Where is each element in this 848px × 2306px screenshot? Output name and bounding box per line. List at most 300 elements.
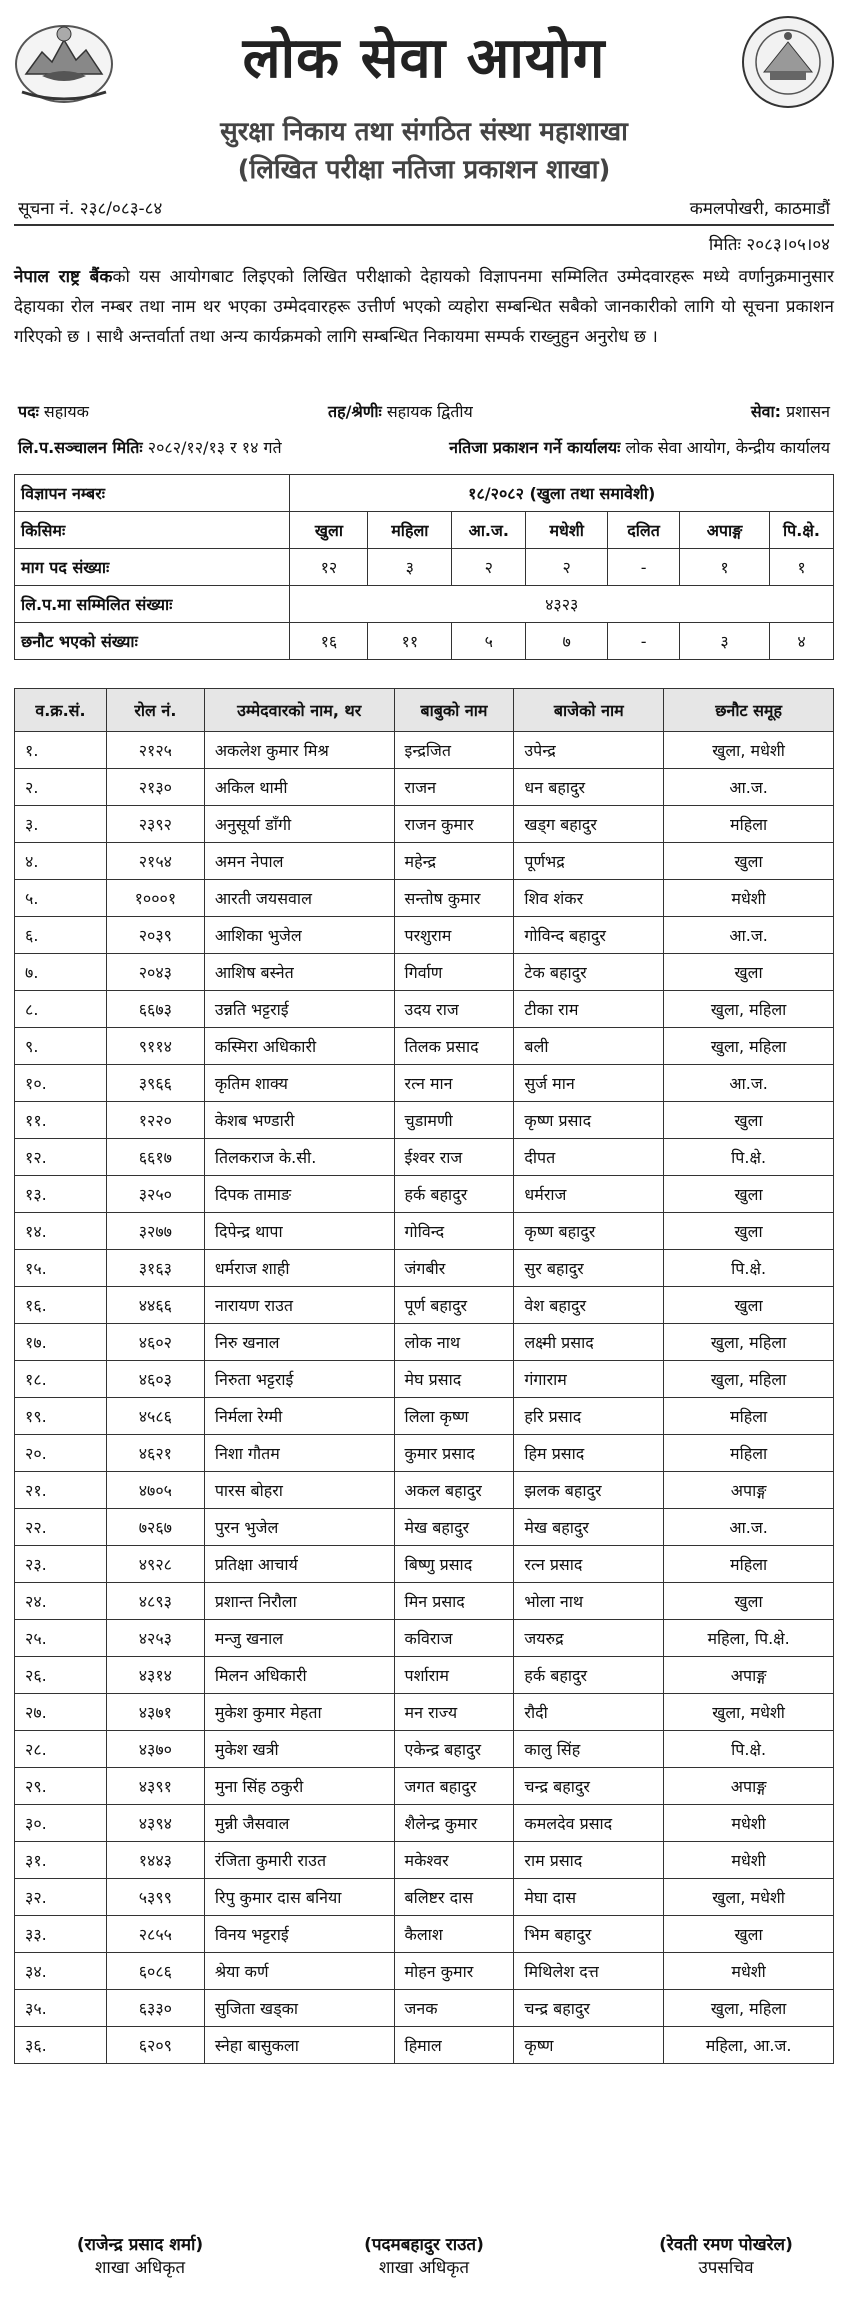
type-cell: अपाङ्ग xyxy=(680,512,770,549)
table-cell: हर्क बहादुर xyxy=(514,1657,664,1694)
table-row xyxy=(15,2027,834,2064)
table-cell: महिला xyxy=(664,1546,834,1583)
table-cell: ८. xyxy=(15,991,107,1028)
table-cell: मुकेश खत्री xyxy=(204,1731,394,1768)
table-row xyxy=(15,1324,834,1361)
type-cell: मधेशी xyxy=(526,512,608,549)
table-cell: राजन कुमार xyxy=(394,806,514,843)
table-row xyxy=(15,1028,834,1065)
table-cell: ५. xyxy=(15,880,107,917)
table-cell: निरु खनाल xyxy=(204,1324,394,1361)
column-header: रोल नं. xyxy=(106,689,204,732)
table-cell: १८. xyxy=(15,1361,107,1398)
table-cell: ४३९१ xyxy=(106,1768,204,1805)
demand-cell: २ xyxy=(526,549,608,586)
table-cell: कृष्ण xyxy=(514,2027,664,2064)
table-cell: बली xyxy=(514,1028,664,1065)
table-row xyxy=(15,1213,834,1250)
table-cell: २२. xyxy=(15,1509,107,1546)
table-row xyxy=(15,1472,834,1509)
table-cell: महिला, पि.क्षे. xyxy=(664,1620,834,1657)
table-row xyxy=(15,732,834,769)
selected-cell: ११ xyxy=(368,623,452,660)
table-cell: आशिका भुजेल xyxy=(204,917,394,954)
table-cell: महिला xyxy=(664,806,834,843)
table-row xyxy=(15,1250,834,1287)
table-cell: २०४३ xyxy=(106,954,204,991)
appeared-label: लि.प.मा सम्मिलित संख्याः xyxy=(15,586,290,623)
selected-cell: ५ xyxy=(452,623,526,660)
table-cell: अनुसूर्या डाँगी xyxy=(204,806,394,843)
table-cell: प्रशान्त निरौला xyxy=(204,1583,394,1620)
table-cell: नारायण राउत xyxy=(204,1287,394,1324)
table-cell: निरुता भट्टराई xyxy=(204,1361,394,1398)
table-cell: अमन नेपाल xyxy=(204,843,394,880)
type-row xyxy=(15,512,834,549)
table-cell: ४२५३ xyxy=(106,1620,204,1657)
table-cell: २८. xyxy=(15,1731,107,1768)
table-cell: मुकेश कुमार मेहता xyxy=(204,1694,394,1731)
table-cell: ५३९९ xyxy=(106,1879,204,1916)
table-cell: कैलाश xyxy=(394,1916,514,1953)
table-cell: उदय राज xyxy=(394,991,514,1028)
type-cell: खुला xyxy=(290,512,368,549)
table-cell: अपाङ्ग xyxy=(664,1768,834,1805)
selected-label: छनौट भएको संख्याः xyxy=(15,623,290,660)
table-cell: जयरुद्र xyxy=(514,1620,664,1657)
table-cell: अकल बहादुर xyxy=(394,1472,514,1509)
table-cell: २१३० xyxy=(106,769,204,806)
signature-block xyxy=(616,2232,836,2278)
table-cell: धन बहादुर xyxy=(514,769,664,806)
table-cell: २६. xyxy=(15,1657,107,1694)
post-field: पदः सहायक xyxy=(18,402,89,421)
table-cell: ४९२८ xyxy=(106,1546,204,1583)
table-row xyxy=(15,1657,834,1694)
column-header: बाबुको नाम xyxy=(394,689,514,732)
table-cell: कालु सिंह xyxy=(514,1731,664,1768)
table-row xyxy=(15,880,834,917)
table-cell: ३१. xyxy=(15,1842,107,1879)
demand-cell: ३ xyxy=(368,549,452,586)
notice-header xyxy=(0,0,848,190)
table-cell: धर्मराज शाही xyxy=(204,1250,394,1287)
table-cell: तिलक प्रसाद xyxy=(394,1028,514,1065)
table-row xyxy=(15,1139,834,1176)
table-cell: चुडामणी xyxy=(394,1102,514,1139)
table-cell: २५. xyxy=(15,1620,107,1657)
notice-number: सूचना नं. २३८/०८३-८४ xyxy=(18,199,163,219)
table-cell: कुमार प्रसाद xyxy=(394,1435,514,1472)
table-cell: ३४. xyxy=(15,1953,107,1990)
table-cell: ४६०२ xyxy=(106,1324,204,1361)
table-cell: शैलेन्द्र कुमार xyxy=(394,1805,514,1842)
column-header: छनौट समूह xyxy=(664,689,834,732)
table-cell: रिपु कुमार दास बनिया xyxy=(204,1879,394,1916)
table-cell: ६३३० xyxy=(106,1990,204,2027)
intro-paragraph xyxy=(14,262,834,352)
appeared-value: ४३२३ xyxy=(290,586,834,623)
table-cell: १४. xyxy=(15,1213,107,1250)
results-body xyxy=(15,732,834,2064)
table-cell: १०००१ xyxy=(106,880,204,917)
table-cell: मधेशी xyxy=(664,1805,834,1842)
table-cell: मधेशी xyxy=(664,1842,834,1879)
table-cell: १२२० xyxy=(106,1102,204,1139)
table-cell: ३१६३ xyxy=(106,1250,204,1287)
appeared-row xyxy=(15,586,834,623)
table-cell: १५. xyxy=(15,1250,107,1287)
table-row xyxy=(15,1620,834,1657)
table-cell: मिथिलेश दत्त xyxy=(514,1953,664,1990)
table-cell: ३२. xyxy=(15,1879,107,1916)
demand-label: माग पद संख्याः xyxy=(15,549,290,586)
level-field: तह/श्रेणीः सहायक द्वितीय xyxy=(328,402,473,421)
table-cell: खुला, मधेशी xyxy=(664,732,834,769)
office-field: नतिजा प्रकाशन गर्ने कार्यालयः लोक सेवा आयोग, केन्द्रीय कार्यालय xyxy=(449,438,830,457)
table-cell: ४३७१ xyxy=(106,1694,204,1731)
table-cell: ४६२१ xyxy=(106,1435,204,1472)
signatory-name: (रेवती रमण पोखरेल) xyxy=(659,2235,793,2255)
table-cell: ३५. xyxy=(15,1990,107,2027)
table-cell: अकलेश कुमार मिश्र xyxy=(204,732,394,769)
table-row xyxy=(15,1879,834,1916)
type-cell: आ.ज. xyxy=(452,512,526,549)
table-cell: ६६७३ xyxy=(106,991,204,1028)
table-cell: लक्ष्मी प्रसाद xyxy=(514,1324,664,1361)
demand-cell: १ xyxy=(680,549,770,586)
table-row xyxy=(15,1953,834,1990)
table-cell: मोहन कुमार xyxy=(394,1953,514,1990)
table-cell: १०. xyxy=(15,1065,107,1102)
demand-cell: २ xyxy=(452,549,526,586)
notice-date: मितिः २०८३।०५।०४ xyxy=(708,235,830,255)
org-name: नेपाल राष्ट्र बैंक xyxy=(14,267,113,287)
table-cell: मेघ प्रसाद xyxy=(394,1361,514,1398)
table-cell: ९. xyxy=(15,1028,107,1065)
ad-number-row xyxy=(15,475,834,512)
table-cell: ३९६६ xyxy=(106,1065,204,1102)
table-cell: ६२०९ xyxy=(106,2027,204,2064)
selected-cell: १६ xyxy=(290,623,368,660)
table-cell: ३६. xyxy=(15,2027,107,2064)
selected-cell: - xyxy=(608,623,680,660)
table-cell: निशा गौतम xyxy=(204,1435,394,1472)
table-cell: आ.ज. xyxy=(664,917,834,954)
table-cell: रंजिता कुमारी राउत xyxy=(204,1842,394,1879)
table-cell: ९११४ xyxy=(106,1028,204,1065)
table-cell: ४७०५ xyxy=(106,1472,204,1509)
table-cell: रौदी xyxy=(514,1694,664,1731)
table-cell: कमलदेव प्रसाद xyxy=(514,1805,664,1842)
table-row xyxy=(15,1398,834,1435)
table-cell: ७. xyxy=(15,954,107,991)
table-cell: २१५४ xyxy=(106,843,204,880)
table-cell: मुन्नी जैसवाल xyxy=(204,1805,394,1842)
table-cell: खुला, मधेशी xyxy=(664,1879,834,1916)
table-cell: ४३७० xyxy=(106,1731,204,1768)
column-header: व.क्र.सं. xyxy=(15,689,107,732)
table-cell: खुला xyxy=(664,1176,834,1213)
table-cell: विनय भट्टराई xyxy=(204,1916,394,1953)
table-cell: कस्मिरा अधिकारी xyxy=(204,1028,394,1065)
type-cell: महिला xyxy=(368,512,452,549)
table-cell: अपाङ्ग xyxy=(664,1472,834,1509)
table-cell: २३९२ xyxy=(106,806,204,843)
selected-cell: ७ xyxy=(526,623,608,660)
signatory-title: उपसचिव xyxy=(698,2258,754,2278)
table-cell: २१२५ xyxy=(106,732,204,769)
table-cell: आरती जयसवाल xyxy=(204,880,394,917)
table-cell: जंगबीर xyxy=(394,1250,514,1287)
table-cell: खुला, महिला xyxy=(664,1990,834,2027)
table-cell: ४६०३ xyxy=(106,1361,204,1398)
table-cell: उन्नति भट्टराई xyxy=(204,991,394,1028)
table-cell: २०. xyxy=(15,1435,107,1472)
table-row xyxy=(15,1990,834,2027)
table-cell: धर्मराज xyxy=(514,1176,664,1213)
table-cell: खुला xyxy=(664,1102,834,1139)
table-cell: महेन्द्र xyxy=(394,843,514,880)
table-cell: हिम प्रसाद xyxy=(514,1435,664,1472)
table-cell: गोविन्द बहादुर xyxy=(514,917,664,954)
selected-cell: ३ xyxy=(680,623,770,660)
table-cell: गंगाराम xyxy=(514,1361,664,1398)
table-cell: २४. xyxy=(15,1583,107,1620)
table-cell: २३. xyxy=(15,1546,107,1583)
table-cell: खुला, महिला xyxy=(664,991,834,1028)
selected-row xyxy=(15,623,834,660)
table-row xyxy=(15,1509,834,1546)
results-header-row xyxy=(15,689,834,732)
table-cell: ३०. xyxy=(15,1805,107,1842)
table-cell: मकेश्वर xyxy=(394,1842,514,1879)
signatory-title: शाखा अधिकृत xyxy=(94,2258,186,2278)
table-cell: सन्तोष कुमार xyxy=(394,880,514,917)
table-cell: राजन xyxy=(394,769,514,806)
table-cell: मन राज्य xyxy=(394,1694,514,1731)
demand-cell: १२ xyxy=(290,549,368,586)
table-cell: ६०८६ xyxy=(106,1953,204,1990)
page-title: लोक सेवा आयोग xyxy=(242,26,606,91)
table-cell: महिला xyxy=(664,1398,834,1435)
table-cell: लोक नाथ xyxy=(394,1324,514,1361)
table-cell: हिमाल xyxy=(394,2027,514,2064)
table-cell: ३२७७ xyxy=(106,1213,204,1250)
table-cell: ४३१४ xyxy=(106,1657,204,1694)
table-cell: निर्मला रेग्मी xyxy=(204,1398,394,1435)
table-cell: ६६१७ xyxy=(106,1139,204,1176)
table-cell: खड्ग बहादुर xyxy=(514,806,664,843)
table-cell: १३. xyxy=(15,1176,107,1213)
table-row xyxy=(15,1842,834,1879)
table-cell: उपेन्द्र xyxy=(514,732,664,769)
table-cell: आ.ज. xyxy=(664,769,834,806)
table-cell: खुला, महिला xyxy=(664,1028,834,1065)
table-cell: खुला xyxy=(664,843,834,880)
service-field: सेवा: प्रशासन xyxy=(750,402,830,421)
type-label: किसिमः xyxy=(15,512,290,549)
table-cell: मधेशी xyxy=(664,1953,834,1990)
office-location: कमलपोखरी, काठमाडौं xyxy=(689,199,830,219)
demand-row xyxy=(15,549,834,586)
table-row xyxy=(15,1287,834,1324)
table-cell: मन्जु खनाल xyxy=(204,1620,394,1657)
column-header: बाजेको नाम xyxy=(514,689,664,732)
type-cell: पि.क्षे. xyxy=(769,512,833,549)
exam-date-field: लि.प.सञ्चालन मितिः २०८२/१२/१३ र १४ गते xyxy=(18,438,282,457)
table-cell: ४८९३ xyxy=(106,1583,204,1620)
table-cell: दिपेन्द्र थापा xyxy=(204,1213,394,1250)
table-cell: पूर्ण बहादुर xyxy=(394,1287,514,1324)
table-cell: खुला xyxy=(664,954,834,991)
table-cell: १. xyxy=(15,732,107,769)
table-cell: हर्क बहादुर xyxy=(394,1176,514,1213)
table-cell: वेश बहादुर xyxy=(514,1287,664,1324)
table-cell: सुर्ज मान xyxy=(514,1065,664,1102)
table-cell: महिला xyxy=(664,1435,834,1472)
table-cell: गिर्वाण xyxy=(394,954,514,991)
division-title: सुरक्षा निकाय तथा संगठित संस्था महाशाखा xyxy=(220,117,628,147)
signature-block xyxy=(40,2232,240,2278)
table-row xyxy=(15,769,834,806)
table-cell: लिला कृष्ण xyxy=(394,1398,514,1435)
table-cell: १६. xyxy=(15,1287,107,1324)
column-header: उम्मेदवारको नाम, थर xyxy=(204,689,394,732)
table-row xyxy=(15,1546,834,1583)
table-cell: खुला, महिला xyxy=(664,1324,834,1361)
table-cell: पि.क्षे. xyxy=(664,1731,834,1768)
table-cell: श्रेया कर्ण xyxy=(204,1953,394,1990)
table-row xyxy=(15,843,834,880)
table-row xyxy=(15,954,834,991)
table-cell: बिष्णु प्रसाद xyxy=(394,1546,514,1583)
table-cell: ३. xyxy=(15,806,107,843)
signature-block xyxy=(324,2232,524,2278)
table-cell: पर्शाराम xyxy=(394,1657,514,1694)
table-cell: पि.क्षे. xyxy=(664,1250,834,1287)
table-cell: राम प्रसाद xyxy=(514,1842,664,1879)
table-cell: केशब भण्डारी xyxy=(204,1102,394,1139)
table-cell: पि.क्षे. xyxy=(664,1139,834,1176)
table-cell: एकेन्द्र बहादुर xyxy=(394,1731,514,1768)
table-cell: पारस बोहरा xyxy=(204,1472,394,1509)
table-row xyxy=(15,1731,834,1768)
table-cell: २०३९ xyxy=(106,917,204,954)
type-cell: दलित xyxy=(608,512,680,549)
table-cell: १७. xyxy=(15,1324,107,1361)
table-cell: स्नेहा बासुकला xyxy=(204,2027,394,2064)
table-row xyxy=(15,1435,834,1472)
table-cell: महिला, आ.ज. xyxy=(664,2027,834,2064)
table-cell: खुला xyxy=(664,1916,834,1953)
table-cell: कृतिम शाक्य xyxy=(204,1065,394,1102)
table-cell: २७. xyxy=(15,1694,107,1731)
table-cell: आ.ज. xyxy=(664,1065,834,1102)
reference-row xyxy=(14,190,834,226)
table-cell: भिम बहादुर xyxy=(514,1916,664,1953)
table-cell: शिव शंकर xyxy=(514,880,664,917)
table-cell: ईश्वर राज xyxy=(394,1139,514,1176)
table-cell: चन्द्र बहादुर xyxy=(514,1990,664,2027)
table-cell: अकिल थामी xyxy=(204,769,394,806)
table-cell: कृष्ण प्रसाद xyxy=(514,1102,664,1139)
table-cell: मेघा दास xyxy=(514,1879,664,1916)
table-cell: परशुराम xyxy=(394,917,514,954)
table-cell: ६. xyxy=(15,917,107,954)
results-table xyxy=(14,688,834,2064)
signatory-name: (राजेन्द्र प्रसाद शर्मा) xyxy=(76,2235,204,2255)
table-cell: टेक बहादुर xyxy=(514,954,664,991)
table-cell: खुला xyxy=(664,1213,834,1250)
table-cell: ४४६६ xyxy=(106,1287,204,1324)
table-cell: दीपत xyxy=(514,1139,664,1176)
ad-number-value: १८/२०८२ (खुला तथा समावेशी) xyxy=(290,475,834,512)
table-cell: झलक बहादुर xyxy=(514,1472,664,1509)
table-cell: २१. xyxy=(15,1472,107,1509)
table-cell: १२. xyxy=(15,1139,107,1176)
table-cell: मधेशी xyxy=(664,880,834,917)
table-row xyxy=(15,917,834,954)
table-cell: बलिष्टर दास xyxy=(394,1879,514,1916)
table-cell: इन्द्रजित xyxy=(394,732,514,769)
table-cell: सुर बहादुर xyxy=(514,1250,664,1287)
section-title: (लिखित परीक्षा नतिजा प्रकाशन शाखा) xyxy=(237,155,611,185)
table-cell: कविराज xyxy=(394,1620,514,1657)
table-cell: मुना सिंह ठकुरी xyxy=(204,1768,394,1805)
table-cell: १४४३ xyxy=(106,1842,204,1879)
table-row xyxy=(15,1361,834,1398)
table-cell: मेख बहादुर xyxy=(394,1509,514,1546)
table-row xyxy=(15,806,834,843)
table-cell: कृष्ण बहादुर xyxy=(514,1213,664,1250)
demand-cell: - xyxy=(608,549,680,586)
table-row xyxy=(15,1805,834,1842)
table-cell: २. xyxy=(15,769,107,806)
table-cell: दिपक तामाङ xyxy=(204,1176,394,1213)
table-cell: भोला नाथ xyxy=(514,1583,664,1620)
table-row xyxy=(15,1768,834,1805)
table-cell: सुजिता खड्का xyxy=(204,1990,394,2027)
table-cell: आशिष बस्नेत xyxy=(204,954,394,991)
table-cell: ४३९४ xyxy=(106,1805,204,1842)
table-cell: ११. xyxy=(15,1102,107,1139)
table-cell: गोविन्द xyxy=(394,1213,514,1250)
table-cell: मिन प्रसाद xyxy=(394,1583,514,1620)
table-cell: जगत बहादुर xyxy=(394,1768,514,1805)
signatory-name: (पदमबहादुर राउत) xyxy=(364,2235,484,2255)
selected-cell: ४ xyxy=(769,623,833,660)
table-cell: रत्न मान xyxy=(394,1065,514,1102)
table-cell: जनक xyxy=(394,1990,514,2027)
ad-number-label: विज्ञापन नम्बरः xyxy=(15,475,290,512)
table-cell: खुला, महिला xyxy=(664,1361,834,1398)
table-row xyxy=(15,1065,834,1102)
intro-text: को यस आयोगबाट लिइएको लिखित परीक्षाको देहायको विज्ञापनमा सम्मिलित उम्मेदवारहरू मध्ये वर्णानुक्रमानुसार देहायका रोल नम्बर तथा नाम थर भएका उम्मेदवारहरू उत्तीर्ण भएको व्यहोरा सम्बन्धित सबैको जानकारीको लागि यो सूचना प्रकाशन गरिएको छ । साथै अन्तर्वार्ता तथा अन्य कार्यक्रमको लागि सम्बन्धित निकायमा सम्पर्क राख्नुहुन अनुरोध छ । xyxy=(14,267,834,347)
table-row xyxy=(15,1916,834,1953)
demand-cell: १ xyxy=(769,549,833,586)
signatory-title: शाखा अधिकृत xyxy=(378,2258,470,2278)
table-cell: रत्न प्रसाद xyxy=(514,1546,664,1583)
table-cell: मेख बहादुर xyxy=(514,1509,664,1546)
table-row xyxy=(15,991,834,1028)
table-cell: पूर्णभद्र xyxy=(514,843,664,880)
table-cell: ४५८६ xyxy=(106,1398,204,1435)
table-cell: टीका राम xyxy=(514,991,664,1028)
table-cell: खुला xyxy=(664,1287,834,1324)
table-row xyxy=(15,1694,834,1731)
table-row xyxy=(15,1583,834,1620)
